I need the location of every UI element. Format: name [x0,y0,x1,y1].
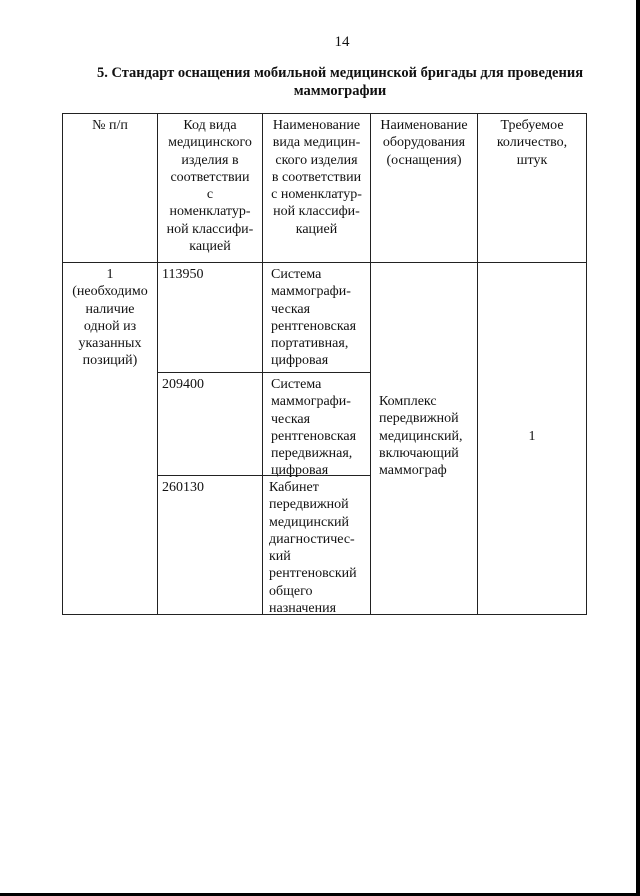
header-code: Код вида медицинского изделия в соответствии с номенклатур- ной классифи- кацией [157,113,263,263]
header-quantity: Требуемое количество, штук [477,113,587,263]
header-number: № п/п [62,113,158,263]
row-number: 1 (необходимо наличие одной из указанных позиций) [62,262,158,615]
equipment-name: Комплекс передвижной медицинский, включающий маммограф [370,262,478,615]
section-title: 5. Стандарт оснащения мобильной медицинской бригады для проведения маммографии [96,65,584,99]
quantity: 1 [477,262,587,615]
item-code: 113950 [157,262,263,373]
item-name: Кабинет передвижной медицинский диагностичес- кий рентгеновский общего назначения [262,475,371,615]
item-name: Система маммографи- ческая рентгеновская передвижная, цифровая [262,372,371,476]
header-equipment: Наименование оборудования (оснащения) [370,113,478,263]
page-number: 14 [334,34,350,50]
item-name: Система маммографи- ческая рентгеновская портативная, цифровая [262,262,371,373]
header-device-name: Наименование вида медицин- ского изделия в соответствии с номенклатур- ной классифи- кацией [262,113,371,263]
scan-edge-right [636,0,640,896]
item-code: 260130 [157,475,263,615]
item-code: 209400 [157,372,263,476]
